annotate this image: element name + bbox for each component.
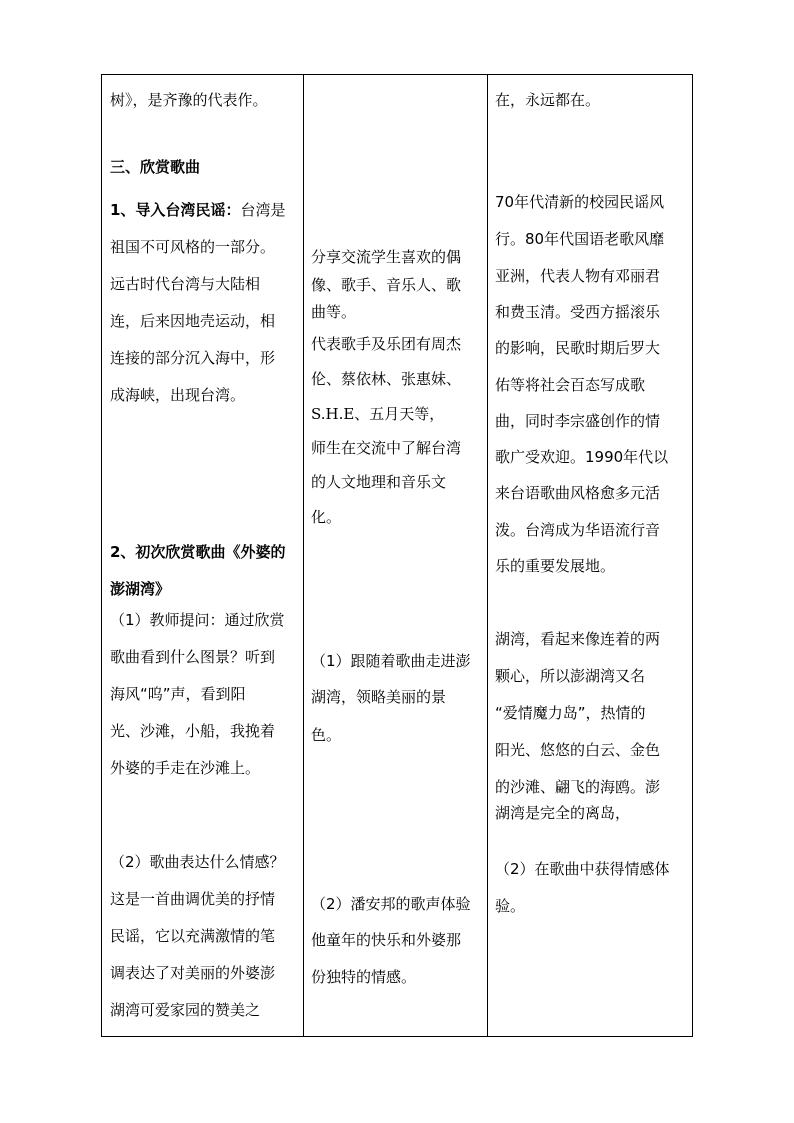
- text-line: （2）潘安邦的歌声体验: [311, 895, 471, 913]
- text-line: 分享交流学生喜欢的偶: [311, 248, 462, 266]
- text-line: 在，永远都在。: [495, 91, 601, 109]
- text-line: 亚洲，代表人物有邓丽君: [495, 267, 661, 285]
- text-line: 外婆的手走在沙滩上。: [110, 759, 261, 777]
- text-line: 行。80年代国语老歌风靡: [495, 230, 665, 248]
- item-label: 1、导入台湾民谣：: [110, 201, 241, 219]
- text-span: 台湾是: [240, 201, 286, 219]
- teacher-activity-cell: [102, 75, 303, 1036]
- text-line: 歌广受欢迎。1990年代以: [495, 448, 669, 466]
- text-line: 乐的重要发展地。: [495, 557, 616, 575]
- text-line: 曲等。: [311, 303, 357, 321]
- text-line: 像、歌手、音乐人、歌: [311, 276, 462, 294]
- design-intent-cell: [488, 75, 693, 1036]
- text-line: 阳光、悠悠的白云、金色: [495, 741, 661, 759]
- student-activity-cell: [304, 75, 487, 1036]
- text-line: 湖湾可爱家园的赞美之: [110, 1001, 261, 1019]
- text-line: 祖国不可风格的一部分。: [110, 238, 276, 256]
- text-line: 份独特的情感。: [311, 968, 417, 986]
- text-line: 树》，是齐豫的代表作。: [110, 91, 268, 109]
- text-line: 化。: [311, 508, 342, 526]
- text-line: 颗心，所以澎湖湾又名: [495, 667, 646, 685]
- item-heading: 澎湖湾》: [110, 580, 171, 598]
- text-line: 民谣，它以充满激情的笔: [110, 927, 276, 945]
- text-line: 他童年的快乐和外婆那: [311, 931, 462, 949]
- text-line: 的人文地理和音乐文: [311, 473, 447, 491]
- text-line: 连，后来因地壳运动，相: [110, 312, 276, 330]
- text-line: 代表歌手及乐团有周杰: [311, 335, 462, 353]
- text-line: 歌曲看到什么图景？听到: [110, 648, 276, 666]
- text-line: 验。: [495, 897, 526, 915]
- text-line: 调表达了对美丽的外婆澎: [110, 964, 276, 982]
- text-line: 连接的部分沉入海中，形: [110, 349, 276, 367]
- text-line: “爱情魔力岛”，热情的: [495, 704, 646, 722]
- text-line: 湖湾，看起来像连着的两: [495, 630, 661, 648]
- text-line: （1）跟随着歌曲走进澎: [311, 652, 471, 670]
- text-line: [110, 192, 285, 229]
- text-line: 佑等将社会百态写成歌: [495, 376, 646, 394]
- text-line: 师生在交流中了解台湾: [311, 439, 462, 457]
- text-line: 海风“呜”声，看到阳: [110, 685, 246, 703]
- text-line: 和费玉清。受西方摇滚乐: [495, 303, 661, 321]
- text-line: 湖湾是完全的离岛，: [495, 804, 631, 822]
- text-line: （1）教师提问：通过欣赏: [110, 611, 285, 629]
- text-line: 70年代清新的校园民谣风: [495, 193, 665, 211]
- text-line: 远古时代台湾与大陆相: [110, 275, 261, 293]
- text-line: 的影响，民歌时期后罗大: [495, 339, 661, 357]
- text-line: S.H.E、五月天等，: [311, 405, 445, 423]
- text-line: （2）在歌曲中获得情感体: [495, 860, 670, 878]
- section-heading: 三、欣赏歌曲: [110, 158, 201, 176]
- text-line: 这是一首曲调优美的抒情: [110, 890, 276, 908]
- text-line: 成海峡，出现台湾。: [110, 386, 246, 404]
- text-line: 光、沙滩，小船，我挽着: [110, 722, 276, 740]
- item-heading: 2、初次欣赏歌曲《外婆的: [110, 543, 286, 561]
- text-line: 曲，同时李宗盛创作的情: [495, 412, 661, 430]
- text-line: 伦、蔡依林、张惠妹、: [311, 370, 462, 388]
- text-line: （2）歌曲表达什么情感？: [110, 853, 285, 871]
- lesson-plan-table: [101, 74, 693, 1037]
- text-line: 泼。台湾成为华语流行音: [495, 521, 661, 539]
- text-line: 的沙滩、翩飞的海鸥。澎: [495, 778, 661, 796]
- text-line: 来台语歌曲风格愈多元活: [495, 484, 661, 502]
- text-line: 湖湾，领略美丽的景: [311, 688, 447, 706]
- text-line: 色。: [311, 726, 342, 744]
